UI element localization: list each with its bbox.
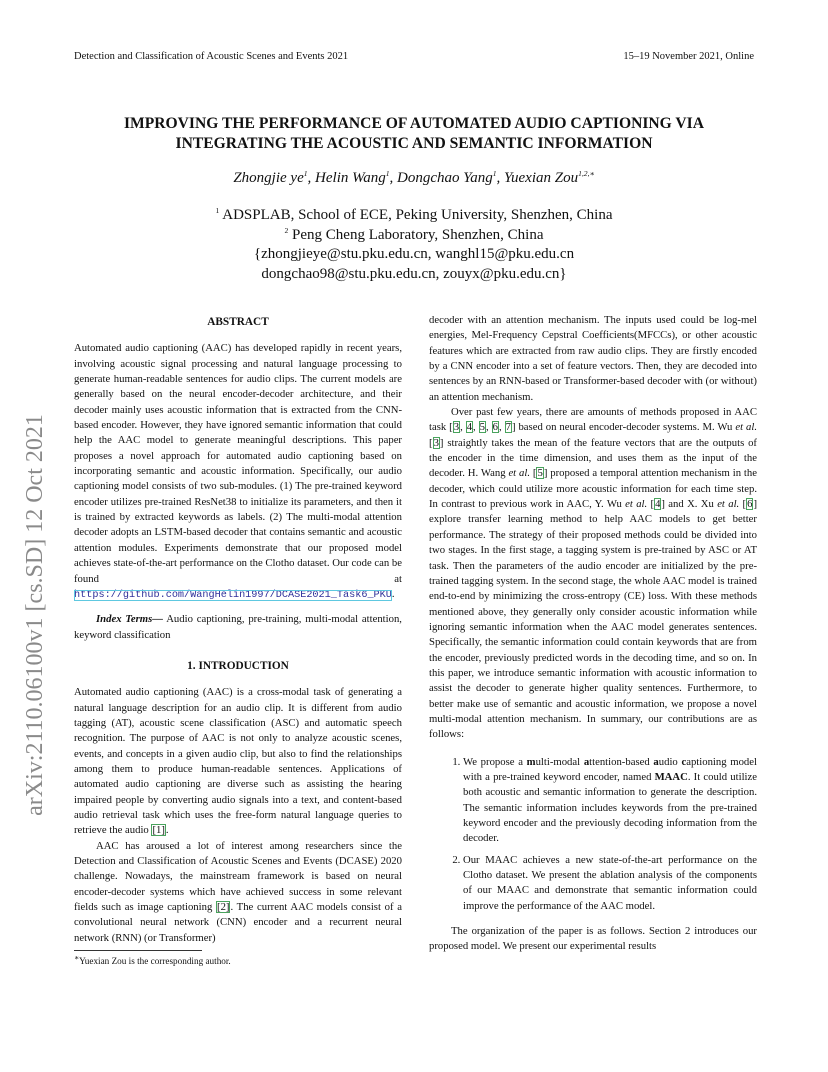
text-run: . It could utilize both acoustic and semantic information to generate the description. The semantic information includes keywords from the pre-trained keyword encoder and the previously decoding information from the decoder.	[463, 770, 758, 845]
affil-text: ADSPLAB, School of ECE, Peking University, Shenzhen, China	[222, 207, 613, 223]
text-run: straightly takes the mean of the feature vectors that are the outputs of the encoder in the time dimension, and uses them as the input of the decoder. H. Wang	[429, 436, 757, 480]
title-line-1: IMPROVING THE PERFORMANCE OF AUTOMATED AUDIO CAPTIONING VIA	[123, 115, 705, 132]
model-name: MAAC	[654, 770, 688, 783]
author-affil-mark: 1,2,∗	[578, 169, 595, 178]
email-line: dongchao98@stu.pku.edu.cn, zouyx@pku.edu.cn}	[261, 265, 567, 282]
affil-mark: 1	[215, 206, 220, 215]
text-run: Over past few years, there are amounts of methods proposed in AAC task	[429, 406, 757, 434]
text-run: udio	[658, 755, 682, 768]
author-list: Zhongjie $ye^1$, Helin Wang$^1$, Dongchao Yang$^1$, Yuexian Zou$^{1,2,∗}$	[233, 169, 595, 186]
author-name: Zhongjie ye	[233, 170, 304, 186]
abstract-end: .	[391, 587, 395, 600]
et-al: et al.	[625, 498, 648, 511]
text-run: ulti-modal	[535, 755, 584, 768]
code-repo-link[interactable]: https://github.com/WangHelin1997/DCASE2021_Task6_PKU	[74, 589, 392, 601]
list-item: 2. Our MAAC achieves a new state-of-the-art performance on the Clotho dataset. We present the ablation analysis of the components of our MAAC and demonstrate that semantic information could improve the performance of the AAC model.	[463, 853, 757, 914]
footnote-rule	[74, 950, 202, 951]
right-paragraph-3: The organization of the paper is as follows. Section 2 introduces our proposed model. We present our experimental results	[429, 925, 757, 953]
affil-text: Peng Cheng Laboratory, Shenzhen, China	[292, 226, 544, 243]
text-run: explore transfer learning method to help AAC models to get better performance. The strategy of their proposed methods could be divided into two stages. In the first stage, a tagging system is pre-trained by ASC or AT task. Then the parameters of the audio encoder are initialized by the pre-trained tagging system. In the second stage, the whole AAC model is trained end-to-end by minimizing the cross-entropy (CE) loss. With these methods mentioned above, they generally only consider acoustic information while ignoring semantic information when the AAC model generates sentences. Specifically, the semantic information could contain keywords that are from the encoder, previously predicted words in the decoding time, and so on. In this paper, we introduce semantic information with acoustic information to assist the decoder to generate higher quality sentences. Furthermore, to better make use of semantic and acoustic information, we propose a novel multi-modal attention mechanism. In summary, our contributions are as follows:	[429, 513, 757, 741]
citation-link[interactable]: 5	[479, 421, 486, 434]
paper-title	[74, 114, 754, 153]
index-terms-label: Index Terms—	[96, 613, 163, 626]
text-run: proposed a temporal attention mechanism in the decoder, which could utilize more acoustic information for each time step. In contrast to previous work in AAC, Y. Wu	[429, 467, 757, 511]
author-name: Dongchao Yang	[397, 170, 493, 186]
text-run: We propose a	[463, 755, 527, 768]
intro-paragraph-2	[74, 839, 402, 946]
right-paragraph-2: Over past few years, there are amounts of methods proposed in AAC task [3, 4, 5, 6, 7] based on neural encoder-decoder systems. M. Wu et al. [3] straightly takes the mean of the feature vectors that are the outputs of the encoder in the time dimension, and uses them as the input of the decoder. H. Wang et al. [5] proposed a temporal attention mechanism in the decoder, which could utilize more acoustic information for each time step. In contrast to previous work in AAC, Y. Wu et al. [4] and X. Xu et al. [6] explore transfer learning method to help AAC models to get better performance. The strategy of their proposed methods could be divided into two stages. In the first stage, a tagging system is pre-trained by ASC or AT task. Then the parameters of the audio encoder are initialized by the pre-trained tagging system. In the second stage, the whole AAC model is trained end-to-end by minimizing the cross-entropy (CE) loss. With these methods mentioned above, they generally only consider acoustic information while ignoring semantic information when the AAC model generates sentences. Specifically, the semantic information could contain keywords that are from the encoder, previously predicted words in the decoding time, and so on. In this paper, we introduce semantic information with acoustic information to assist the decoder to generate higher quality sentences. Furthermore, to better make use of semantic and acoustic information, we propose a novel multi-modal attention mechanism. In summary, our contributions are as follows:	[429, 406, 758, 741]
contributions-list	[429, 755, 757, 914]
citation-link[interactable]: 5	[537, 467, 543, 480]
abstract-text	[74, 341, 402, 603]
et-al: et al.	[717, 498, 740, 511]
affiliation-line	[74, 226, 754, 246]
right-paragraph-1: decoder with an attention mechanism. The inputs used could be log-mel energies, Mel-Frequency Cepstral Coefficients(MFCCs), or other acoustic features which are extracted from raw audio clips. They are firstly encoded by a CNN encoder into a set of feature vectors. Then, they are decoded into sentences by an RNN-based or Transformer-based decoder with (or without) an attention mechanism.	[429, 314, 757, 403]
arxiv-stamp: arXiv:2110.06100v1 [cs.SD] 12 Oct 2021	[22, 414, 48, 816]
citation-link[interactable]: [2]	[217, 901, 230, 914]
left-column	[74, 315, 402, 946]
author-affil-mark: 1	[303, 169, 308, 178]
acronym-letter: m	[526, 755, 536, 768]
citation-link[interactable]: 3	[433, 436, 439, 449]
right-column	[429, 313, 757, 955]
footnote-mark: ∗	[74, 952, 80, 962]
citation-link[interactable]: 6	[747, 498, 753, 511]
running-header-right: 15–19 November 2021, Online	[623, 51, 754, 62]
intro-paragraph-1	[74, 685, 402, 838]
text-run: aptioning model with a pre-trained keyword encoder, named	[463, 755, 757, 783]
text-run: and X. Xu	[664, 498, 718, 511]
footnote-text: Yuexian Zou is the corresponding author.	[79, 956, 231, 966]
intro-p2-text: AAC has aroused a lot of interest among researchers since the Detection and Classification of Acoustic Scenes and Events (DCASE) 2020 challenge. Nowadays, the mainstream framework is based on neural encoder-decoder systems which have achieved success in some relevant fields such as image captioning	[74, 839, 402, 914]
citation-link[interactable]: 4	[655, 498, 661, 511]
acronym-letter: a	[583, 755, 590, 768]
et-al: et al.	[508, 467, 531, 480]
author-name: Helin Wang	[315, 170, 386, 186]
list-item	[463, 755, 757, 847]
affiliations	[74, 206, 754, 284]
intro-p1-text: Automated audio captioning (AAC) is a cross-modal task of generating a natural language description for an audio clip. It is different from audio tagging (AT), acoustic scene classification (ASC) and automatic speech recognition. The purpose of AAC is not only to analyze acoustic scenes, events, and concepts in a given audio clip, but also to find the relationships among them to produce human-readable sentences. Applications of automated audio captioning are diverse such as assisting the hearing impaired people by converting audio signals into a text, and content-based audio retrieval task which uses the free-form natural language queries to retrieve the audio	[74, 686, 402, 837]
intro-heading: 1. INTRODUCTION	[187, 659, 289, 672]
affil-mark: 2	[284, 225, 289, 235]
intro-p1-end: .	[165, 824, 169, 837]
author-affil-mark: 1	[492, 169, 497, 178]
citation-link[interactable]: 7	[505, 421, 511, 434]
email-line: {zhongjieye@stu.pku.edu.cn, wanghl15@pku.edu.cn	[253, 246, 575, 263]
author-name: Yuexian Zou	[504, 170, 579, 186]
title-line-2: INTEGRATING THE ACOUSTIC AND SEMANTIC INFORMATION	[175, 134, 653, 152]
index-terms	[74, 612, 402, 643]
citation-link[interactable]: 3	[453, 421, 460, 434]
et-al: et al.	[735, 421, 758, 434]
index-terms-text: Audio captioning, pre-training, multi-modal attention, keyword classification	[74, 613, 402, 641]
footnote	[74, 952, 231, 966]
abstract-body: Automated audio captioning (AAC) has developed rapidly in recent years, involving acoustic signal processing and natural language processing to generate human-readable sentences for audio clips. The current models are generally based on the neural encoder-decoder architecture, and their decoder mainly uses acoustic information that is extracted from the CNN-based encoder. However, they have ignored semantic information that could help the AAC model to generate meaningful descriptions. This paper proposes a novel approach for automated audio captioning based on incorporating semantic and acoustic information. Specifically, our audio captioning model consists of two sub-modules. (1) The pre-trained keyword encoder utilizes pre-trained ResNet38 to initialize its parameters, and then it is trained by extracted keywords as labels. (2) The multi-modal attention decoder adopts an LSTM-based decoder that contains semantic and acoustic attention modules. Experiments demonstrate that our proposed model achieves state-of-the-art performance on the Clotho dataset. Our code can be found at	[74, 342, 402, 585]
abstract-heading: ABSTRACT	[207, 316, 269, 328]
running-header-left: Detection and Classification of Acoustic Scenes and Events 2021	[74, 51, 349, 62]
citation-link[interactable]: 6	[492, 421, 498, 434]
citation-link[interactable]: [1]	[152, 824, 165, 837]
acronym-letter: c	[681, 755, 687, 768]
intro-p2-end: . The current AAC models consist of a convolutional neural network (CNN) encoder and a recurrent neural network (RNN) (or Transformer)	[74, 901, 402, 944]
text-run: ttention-based	[589, 755, 654, 768]
text-run: based on neural encoder-decoder systems. M. Wu	[515, 421, 736, 434]
acronym-letter: a	[653, 755, 659, 768]
affiliation-line	[74, 206, 754, 226]
author-affil-mark: 1	[385, 169, 390, 178]
citation-link[interactable]: 4	[466, 421, 473, 434]
